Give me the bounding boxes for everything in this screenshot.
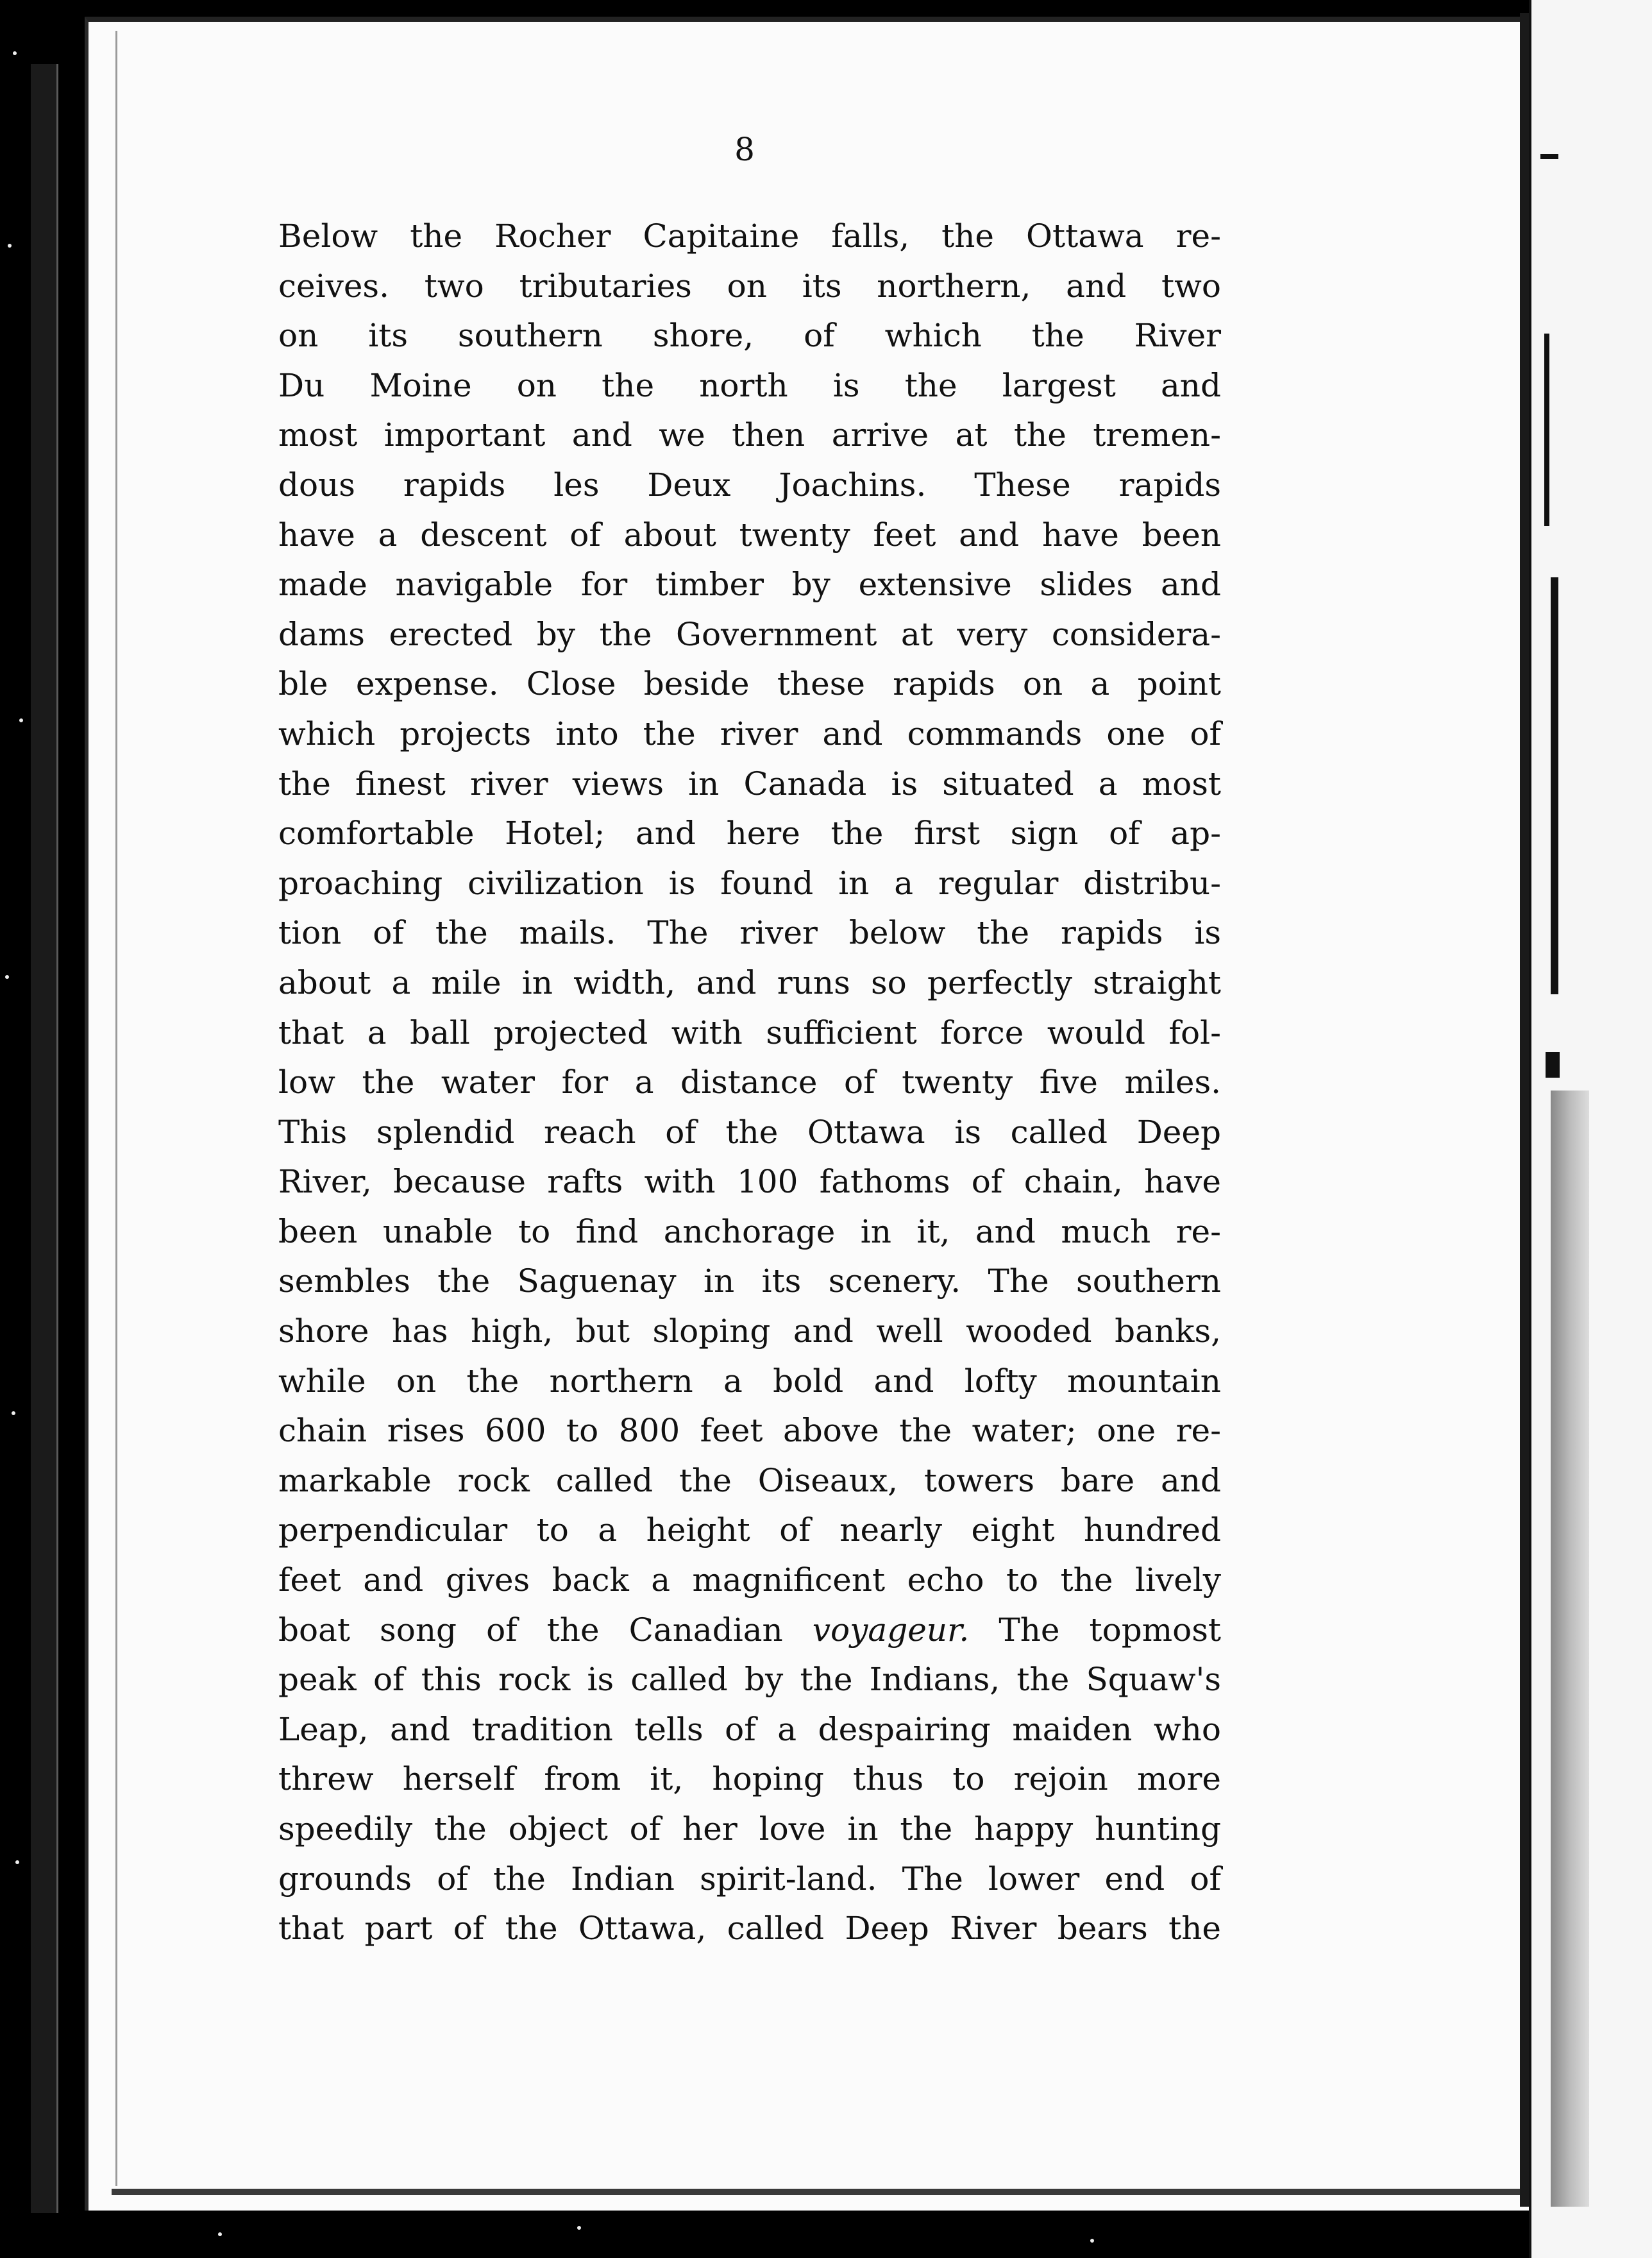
- text-line: markable rock called the Oiseaux, towers bare and: [278, 1461, 1221, 1499]
- left-scan-border: [0, 0, 85, 2258]
- text-line: sembles the Saguenay in its scenery. The southern: [278, 1262, 1221, 1300]
- text-line: peak of this rock is called by the Indians, the Squaw's: [278, 1661, 1221, 1699]
- text-line: Du Moine on the north is the largest and: [278, 366, 1221, 404]
- scan-speck: [5, 975, 9, 979]
- text-line: ble expense. Close beside these rapids on a point: [278, 665, 1221, 703]
- strip-mark: [1551, 577, 1558, 994]
- text-line: made navigable for timber by extensive slides and: [278, 566, 1221, 604]
- text-line: dams erected by the Government at very considera-: [278, 615, 1221, 653]
- text-line: grounds of the Indian spirit-land. The lower end of: [278, 1860, 1221, 1897]
- text-line: low the water for a distance of twenty five miles.: [278, 1064, 1221, 1101]
- scan-speck: [19, 718, 23, 722]
- text-line: dous rapids les Deux Joachins. These rapids: [278, 466, 1221, 504]
- strip-mark: [1544, 334, 1549, 526]
- text-line: tion of the mails. The river below the rapids is: [278, 914, 1221, 952]
- text-line: proaching civilization is found in a regular distribu-: [278, 864, 1221, 902]
- strip-mark: [1540, 154, 1558, 159]
- text-line: chain rises 600 to 800 feet above the water; one re-: [278, 1412, 1221, 1450]
- text-line: on its southern shore, of which the River: [278, 317, 1221, 355]
- next-page-strip: [1529, 0, 1652, 2258]
- text-line: River, because rafts with 100 fathoms of chain, have: [278, 1163, 1221, 1201]
- text-line: which projects into the river and commands one of: [278, 715, 1221, 752]
- text-line: Leap, and tradition tells of a despairing maiden who: [278, 1710, 1221, 1748]
- text-line: [278, 1606, 1221, 1656]
- text-line: shore has high, but sloping and well wooded banks,: [278, 1312, 1221, 1350]
- text-line: threw herself from it, hoping thus to rejoin more: [278, 1760, 1221, 1798]
- body-text: [278, 212, 1221, 1954]
- text-line: the finest river views in Canada is situated a most: [278, 765, 1221, 802]
- text-line: have a descent of about twenty feet and have been: [278, 516, 1221, 554]
- scan-speck: [15, 1860, 19, 1864]
- text-line: been unable to find anchorage in it, and much re-: [278, 1212, 1221, 1250]
- scan-speck: [1090, 2239, 1094, 2243]
- scan-speck: [12, 1411, 15, 1415]
- strip-mark: [1546, 1052, 1560, 1078]
- text-line: Below the Rocher Capitaine falls, the Ottawa re-: [278, 217, 1221, 255]
- strip-shadow: [1551, 1091, 1589, 2207]
- page-number: 8: [734, 131, 755, 168]
- text-line: that a ball projected with sufficient force would fol-: [278, 1014, 1221, 1051]
- text-line: This splendid reach of the Ottawa is called Deep: [278, 1113, 1221, 1151]
- text-line: perpendicular to a height of nearly eight hundred: [278, 1511, 1221, 1549]
- left-page-curl: [31, 64, 58, 2213]
- text-line: about a mile in width, and runs so perfectly straight: [278, 963, 1221, 1001]
- inner-margin-rule: [115, 31, 117, 2186]
- bottom-edge-rule: [112, 2189, 1522, 2195]
- text-line: speedily the object of her love in the happy hunting: [278, 1810, 1221, 1847]
- text-line: comfortable Hotel; and here the first sign of ap-: [278, 815, 1221, 853]
- scan-speck: [13, 51, 17, 55]
- text-line: feet and gives back a magnificent echo to the lively: [278, 1561, 1221, 1599]
- text-segment: boat song of the Canadian: [278, 1611, 813, 1649]
- text-segment: The topmost: [969, 1611, 1221, 1649]
- text-line: that part of the Ottawa, called Deep River bears the: [278, 1910, 1221, 1948]
- text-line: ceives. two tributaries on its northern, and two: [278, 267, 1221, 305]
- scan-speck: [218, 2232, 222, 2236]
- scan-speck: [8, 244, 12, 248]
- text-line: while on the northern a bold and lofty mountain: [278, 1362, 1221, 1400]
- right-page-edge: [1520, 13, 1529, 2207]
- scan-speck: [577, 2226, 581, 2230]
- text-line: most important and we then arrive at the tremen-: [278, 416, 1221, 454]
- italic-word: voyageur.: [812, 1611, 970, 1649]
